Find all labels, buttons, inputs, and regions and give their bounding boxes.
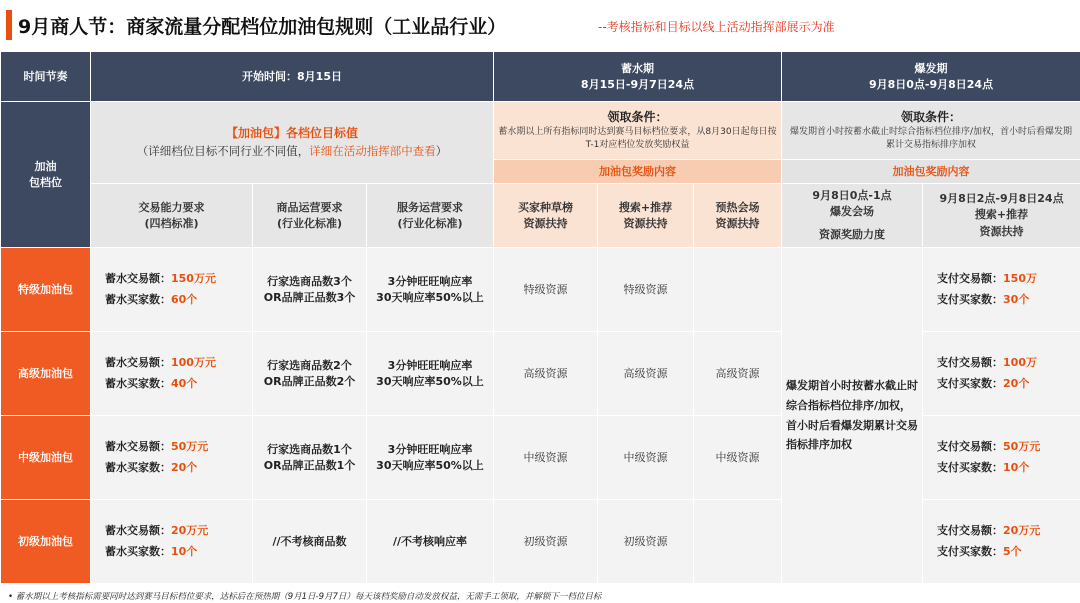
buyers-line — [105, 458, 252, 479]
buyers-value: 10个 — [171, 544, 198, 558]
storage-reward-bar: 加油包奖励内容 — [494, 160, 782, 184]
side-label: 加油 包档位 — [1, 102, 91, 248]
tier-trade-cell — [91, 500, 253, 584]
pay-buyers-label: 支付买家数： — [937, 460, 1004, 474]
tier-pay-cell — [923, 416, 1080, 500]
package-desc-suffix: ） — [435, 143, 448, 158]
trade-amount-value: 20万元 — [171, 523, 209, 537]
header-row — [1, 52, 1080, 102]
buyers-label: 蓄水买家数： — [105, 292, 171, 306]
burst-condition — [782, 102, 1080, 160]
pay-amount-value: 100万 — [1003, 355, 1037, 369]
tier-zhongcao: 高级资源 — [494, 332, 598, 416]
subheader-hall — [694, 184, 782, 248]
pay-amount-line — [937, 353, 1080, 374]
title-note: --考核指标和目标以线上活动指挥部展示为准 — [598, 20, 835, 34]
tier-service: //不考核响应率 — [367, 500, 494, 584]
tier-service: 3分钟旺旺响应率 30天响应率50%以上 — [367, 248, 494, 332]
pay-buyers-line — [937, 542, 1080, 563]
subheader-goods: 商品运营要求 (行业化标准) — [253, 184, 367, 248]
trade-amount-label: 蓄水交易额： — [105, 271, 171, 285]
tier-row — [1, 248, 1080, 332]
tier-zhongcao: 特级资源 — [494, 248, 598, 332]
buyers-value: 60个 — [171, 292, 198, 306]
trade-amount-label: 蓄水交易额： — [105, 439, 171, 453]
tier-name: 高级加油包 — [1, 332, 91, 416]
tier-zhongcao: 中级资源 — [494, 416, 598, 500]
subheader-burst-search: 9月8日2点-9月8日24点 搜索+推荐 资源扶持 — [923, 184, 1080, 248]
package-desc-prefix: （详细档位目标不同行业不同值， — [136, 143, 310, 158]
pay-amount-value: 50万元 — [1003, 439, 1041, 453]
subheader-search-resource: 资源扶持 — [623, 216, 668, 230]
buyers-line — [105, 542, 252, 563]
buyers-line — [105, 290, 252, 311]
burst-reward-bar: 加油包奖励内容 — [782, 160, 1080, 184]
pay-amount-line — [937, 521, 1080, 542]
package-desc — [91, 143, 493, 160]
tier-hall: 中级资源 — [694, 416, 782, 500]
burst-dates: 9月8日0点-9月8日24点 — [868, 77, 994, 91]
buyers-label: 蓄水买家数： — [105, 544, 171, 558]
package-target-cell — [91, 102, 494, 184]
tier-goods: 行家选商品数1个 OR品牌正品数1个 — [253, 416, 367, 500]
pay-buyers-line — [937, 458, 1080, 479]
tier-trade-cell — [91, 248, 253, 332]
burst-merged-cell: 爆发期首小时按蓄水截止时综合指标档位排序/加权，首小时后看爆发期累计交易指标排序加权 — [782, 248, 923, 584]
subheader-hall-resource: 资源扶持 — [715, 216, 760, 230]
tier-search: 特级资源 — [598, 248, 694, 332]
storage-name: 蓄水期 — [621, 61, 654, 75]
trade-amount-line — [105, 437, 252, 458]
storage-dates: 8月15日-9月7日24点 — [580, 77, 695, 91]
tier-trade-cell — [91, 416, 253, 500]
conditions-row — [1, 102, 1080, 160]
burst-name: 爆发期 — [914, 61, 948, 75]
title-accent-bar — [6, 10, 12, 40]
tier-pay-cell — [923, 248, 1080, 332]
subheader-trade: 交易能力要求 (四档标准) — [91, 184, 253, 248]
pay-buyers-label: 支付买家数： — [937, 292, 1004, 306]
subheader-burst-hall-sub: 资源奖励力度 — [819, 227, 886, 241]
pay-buyers-value: 10个 — [1003, 460, 1030, 474]
pay-buyers-label: 支付买家数： — [937, 544, 1004, 558]
subheader-search-label: 搜索+推荐 — [618, 200, 673, 214]
tier-name: 初级加油包 — [1, 500, 91, 584]
buyers-label: 蓄水买家数： — [105, 376, 171, 390]
trade-amount-line — [105, 353, 252, 374]
tier-pay-cell — [923, 500, 1080, 584]
tier-hall — [694, 248, 782, 332]
pay-buyers-value: 20个 — [1003, 376, 1030, 390]
subheader-service: 服务运营要求 (行业化标准) — [367, 184, 494, 248]
tier-pay-cell — [923, 332, 1080, 416]
buyers-line — [105, 374, 252, 395]
pay-amount-line — [937, 269, 1080, 290]
tier-hall — [694, 500, 782, 584]
subheader-hall-label: 预热会场 — [715, 200, 760, 214]
tier-goods: 行家选商品数2个 OR品牌正品数2个 — [253, 332, 367, 416]
subheader-search — [598, 184, 694, 248]
header-rhythm: 时间节奏 — [1, 52, 91, 102]
buyers-label: 蓄水买家数： — [105, 460, 171, 474]
subheader-zhongcao — [494, 184, 598, 248]
tier-hall: 高级资源 — [694, 332, 782, 416]
subheader-zhongcao-label: 买家种草榜 — [518, 200, 573, 214]
tier-trade-cell — [91, 332, 253, 416]
header-storage — [494, 52, 782, 102]
pay-buyers-line — [937, 290, 1080, 311]
storage-condition — [494, 102, 782, 160]
pay-amount-label: 支付交易额： — [937, 271, 1004, 285]
tier-service: 3分钟旺旺响应率 30天响应率50%以上 — [367, 332, 494, 416]
header-start: 开始时间：8月15日 — [91, 52, 494, 102]
tier-goods: //不考核商品数 — [253, 500, 367, 584]
subheader-zhongcao-resource: 资源扶持 — [523, 216, 568, 230]
storage-condition-title: 领取条件： — [607, 109, 668, 124]
trade-amount-line — [105, 521, 252, 542]
trade-amount-value: 50万元 — [171, 439, 209, 453]
footnote: • 蓄水期以上考核指标需要同时达到赛马目标档位要求，达标后在预热期（9月1日-9月7日）每天该档奖励自动发放权益，无需手工领取，并解锁下一档位目标 — [8, 592, 602, 602]
tier-goods: 行家选商品数3个 OR品牌正品数3个 — [253, 248, 367, 332]
header-burst — [782, 52, 1080, 102]
pay-buyers-label: 支付买家数： — [937, 376, 1004, 390]
storage-condition-text: 蓄水期以上所有指标同时达到赛马目标档位要求，从8月30日起每日按T-1对应档位发放奖励权益 — [498, 127, 777, 151]
pay-amount-label: 支付交易额： — [937, 355, 1004, 369]
pay-buyers-value: 30个 — [1003, 292, 1030, 306]
pay-amount-value: 20万元 — [1003, 523, 1041, 537]
tier-search: 初级资源 — [598, 500, 694, 584]
pay-amount-value: 150万 — [1003, 271, 1037, 285]
trade-amount-line — [105, 269, 252, 290]
pay-amount-line — [937, 437, 1080, 458]
title-bar — [0, 0, 1080, 50]
tier-search: 中级资源 — [598, 416, 694, 500]
burst-condition-title: 领取条件： — [901, 109, 962, 124]
footnote-text: 蓄水期以上考核指标需要同时达到赛马目标档位要求，达标后在预热期（9月1日-9月7日）每天该档奖励自动发放权益，无需手工领取，并解锁下一档位目标 — [15, 592, 602, 602]
page-title: 9月商人节：商家流量分配档位加油包规则（工业品行业） — [18, 16, 507, 38]
package-desc-link[interactable]: 详细在活动指挥部中查看 — [309, 143, 436, 158]
pay-buyers-value: 5个 — [1003, 544, 1022, 558]
tier-name: 特级加油包 — [1, 248, 91, 332]
tier-zhongcao: 初级资源 — [494, 500, 598, 584]
trade-amount-label: 蓄水交易额： — [105, 355, 171, 369]
tier-service: 3分钟旺旺响应率 30天响应率50%以上 — [367, 416, 494, 500]
pay-buyers-line — [937, 374, 1080, 395]
pay-amount-label: 支付交易额： — [937, 523, 1004, 537]
subheader-row — [1, 184, 1080, 248]
subheader-burst-hall — [782, 184, 923, 248]
package-title: 【加油包】各档位目标值 — [225, 126, 358, 141]
tier-search: 高级资源 — [598, 332, 694, 416]
buyers-value: 20个 — [171, 460, 198, 474]
trade-amount-label: 蓄水交易额： — [105, 523, 171, 537]
burst-condition-text: 爆发期首小时按蓄水截止时综合指标档位排序/加权，首小时后看爆发期累计交易指标排序加权 — [789, 127, 1073, 151]
rules-table — [0, 51, 1080, 584]
trade-amount-value: 150万元 — [171, 271, 216, 285]
subheader-burst-hall-label: 9月8日0点-1点 爆发会场 — [812, 188, 892, 219]
trade-amount-value: 100万元 — [171, 355, 216, 369]
buyers-value: 40个 — [171, 376, 198, 390]
pay-amount-label: 支付交易额： — [937, 439, 1004, 453]
tier-name: 中级加油包 — [1, 416, 91, 500]
